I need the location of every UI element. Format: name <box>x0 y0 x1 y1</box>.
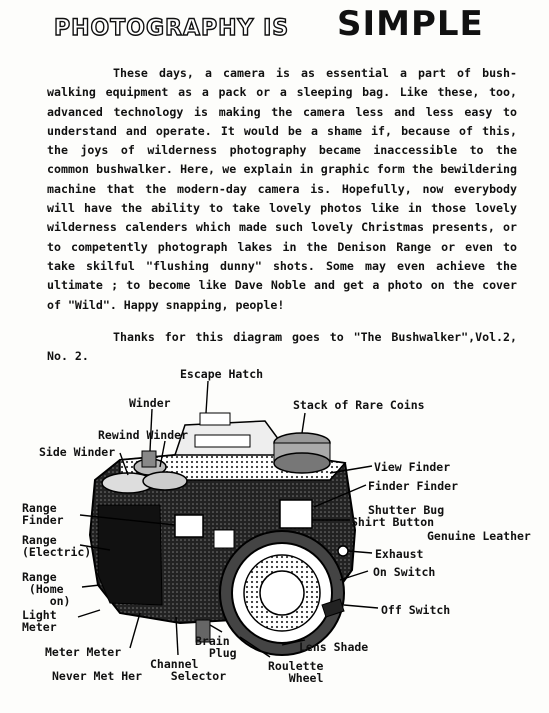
label-brain-plug: Brain Plug <box>195 634 237 660</box>
label-stack-of-rare-coins: Stack of Rare Coins <box>293 398 425 412</box>
label-shirt-button: Shirt Button <box>351 515 435 529</box>
label-roulette-wheel: Roulette Wheel <box>268 659 324 685</box>
label-winder: Winder <box>129 396 171 410</box>
label-never-met-her: Never Met Her <box>52 669 143 683</box>
label-range-electric: Range (Electric) <box>22 533 92 559</box>
intro-paragraph: These days, a camera is as essential a part of bush-walking equipment as a pack or a sleeping bag. Like these, too, advanced technology is making the camera less and less easy to understand and operate. It would be a shame if, because of this, the joys of wilderness photography became inaccessible to the common bushwalker. Here, we explain in graphic form the bewildering machine that the modern-day camera is. Hopefully, now everybody will have the ability to take lovely photos like in those lovely wilderness calenders which made such lovely Christmas presents, or to competently photograph lakes in the Denison Range or even to take skilful "flushing dunny" shots. Some may even achieve the ultimate ; to become like Dave Noble and get a photo on the cover of "Wild". Happy snapping, people! <box>47 66 517 312</box>
label-finder-finder: Finder Finder <box>368 479 459 493</box>
label-range-home: Range (Home on) <box>22 570 71 608</box>
title-outline-text: PHOTOGRAPHY IS <box>54 16 290 41</box>
label-on-switch: On Switch <box>373 565 436 579</box>
label-genuine-leather: Genuine Leather <box>427 529 531 543</box>
label-rewind-winder: Rewind Winder <box>98 428 189 442</box>
label-range-finder: Range Finder <box>22 501 64 527</box>
label-shutter-bug: Shutter Bug <box>368 503 445 517</box>
label-view-finder: View Finder <box>374 460 451 474</box>
label-escape-hatch: Escape Hatch <box>180 367 264 381</box>
label-channel-selector: Channel Selector <box>150 657 227 683</box>
label-side-winder: Side Winder <box>39 445 116 459</box>
label-lens-shade: Lens Shade <box>299 640 369 654</box>
label-meter-meter: Meter Meter <box>45 645 122 659</box>
article-body <box>47 64 517 366</box>
label-off-switch: Off Switch <box>381 603 451 617</box>
label-light-meter: Light Meter <box>22 608 57 634</box>
title-bold-text: SIMPLE <box>337 4 484 44</box>
credit-paragraph: Thanks for this diagram goes to "The Bushwalker",Vol.2, No. 2. <box>47 329 517 364</box>
label-exhaust: Exhaust <box>375 547 424 561</box>
